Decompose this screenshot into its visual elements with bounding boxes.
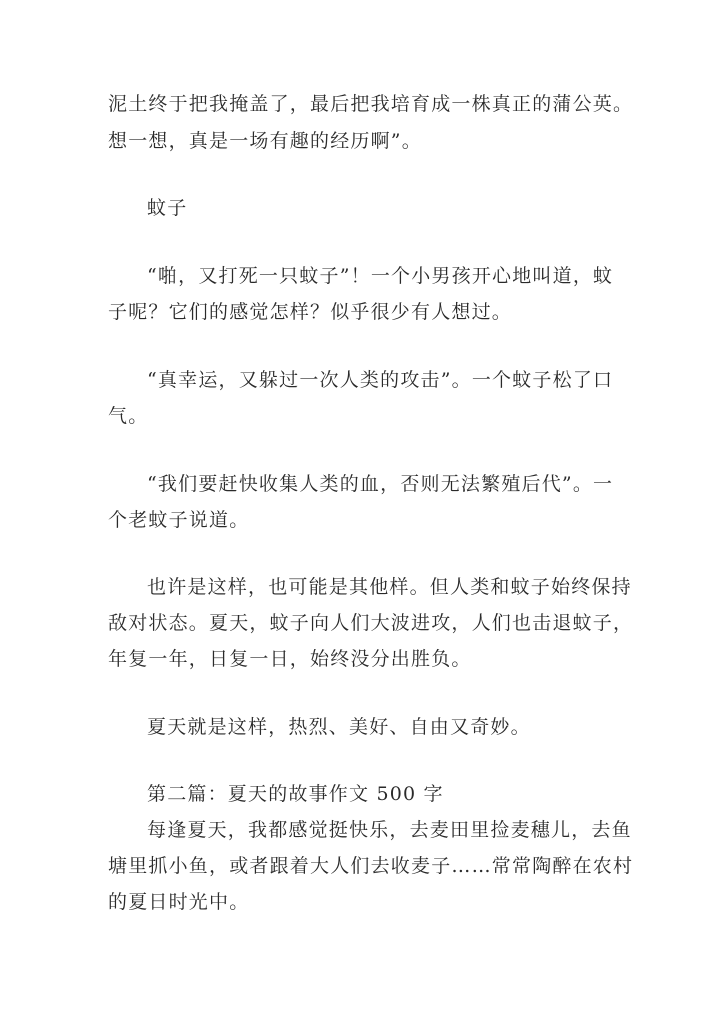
paragraph-line: 年复一年，日复一日，始终没分出胜负。 bbox=[108, 648, 472, 670]
paragraph-line: 想一想，真是一场有趣的经历啊”。 bbox=[108, 130, 422, 152]
paragraph-line: 也许是这样，也可能是其他样。但人类和蚊子始终保持 bbox=[147, 576, 632, 598]
paragraph-line: 每逢夏天，我都感觉挺快乐，去麦田里捡麦穗儿，去鱼 bbox=[147, 819, 632, 841]
paragraph-line: 敌对状态。夏天，蚊子向人们大波进攻，人们也击退蚊子， bbox=[108, 612, 634, 634]
article-heading: 第二篇：夏天的故事作文 500 字 bbox=[147, 783, 444, 805]
paragraph-line: 塘里抓小鱼，或者跟着大人们去收麦子……常常陶醉在农村 bbox=[108, 855, 634, 877]
paragraph-line: 夏天就是这样，热烈、美好、自由又奇妙。 bbox=[147, 716, 531, 738]
paragraph-line: 气。 bbox=[108, 405, 149, 427]
paragraph-line: 的夏日时光中。 bbox=[108, 891, 250, 913]
section-heading: 蚊子 bbox=[147, 197, 188, 219]
paragraph-line: 泥土终于把我掩盖了，最后把我培育成一株真正的蒲公英。 bbox=[108, 93, 634, 115]
paragraph-line: “真幸运，又躲过一次人类的攻击”。一个蚊子松了口 bbox=[147, 369, 614, 391]
paragraph-line: “我们要赶快收集人类的血，否则无法繁殖后代”。一 bbox=[147, 473, 614, 495]
paragraph-line: 个老蚊子说道。 bbox=[108, 509, 250, 531]
paragraph-line: 子呢？它们的感觉怎样？似乎很少有人想过。 bbox=[108, 301, 513, 323]
paragraph-line: “啪，又打死一只蚊子”！一个小男孩开心地叫道，蚊 bbox=[147, 265, 614, 287]
